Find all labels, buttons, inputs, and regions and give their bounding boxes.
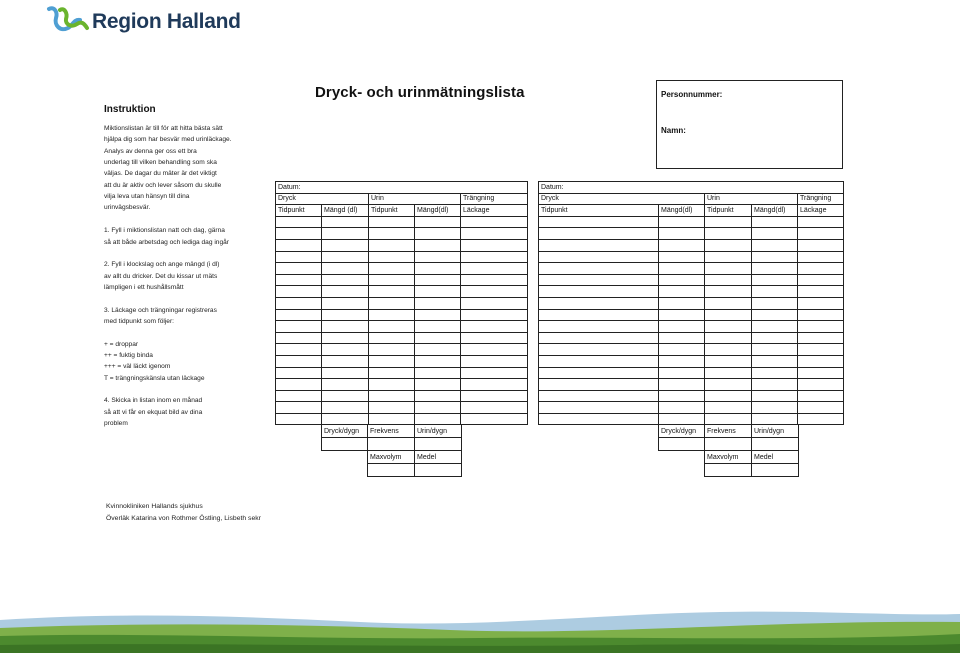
entry-cell[interactable]: [322, 216, 369, 228]
col-header: Mängd(dl): [415, 205, 461, 217]
entry-cell[interactable]: [276, 379, 322, 391]
entry-cell[interactable]: [322, 321, 369, 333]
entry-cell[interactable]: [752, 251, 798, 263]
entry-cell[interactable]: [415, 332, 461, 344]
entry-cell[interactable]: [705, 321, 752, 333]
summary-cell[interactable]: [368, 464, 415, 477]
entry-cell[interactable]: [461, 413, 528, 425]
entry-cell[interactable]: [539, 239, 659, 251]
entry-cell[interactable]: [539, 390, 659, 402]
instruction-line: 1. Fyll i miktionslistan natt och dag, gärna: [104, 227, 225, 235]
entry-cell[interactable]: [369, 274, 415, 286]
instruction-line: med tidpunkt som följer:: [104, 317, 174, 325]
table-row: [276, 309, 528, 321]
summary-label: Urin/dygn: [415, 425, 462, 438]
entry-cell[interactable]: [539, 228, 659, 240]
entry-cell[interactable]: [415, 379, 461, 391]
entry-cell[interactable]: [322, 402, 369, 414]
entry-cell[interactable]: [415, 402, 461, 414]
namn-label: Namn:: [661, 126, 686, 135]
entry-cell[interactable]: [659, 263, 705, 275]
entry-cell[interactable]: [369, 297, 415, 309]
instruction-line: Miktionslistan är till för att hitta bästa sätt: [104, 125, 223, 132]
entry-cell[interactable]: [798, 355, 844, 367]
summary-label: Frekvens: [368, 425, 415, 438]
entry-cell[interactable]: [276, 332, 322, 344]
entry-cell[interactable]: [415, 355, 461, 367]
entry-cell[interactable]: [322, 344, 369, 356]
table-row: [276, 332, 528, 344]
entry-cell[interactable]: [369, 286, 415, 298]
entry-cell[interactable]: [415, 321, 461, 333]
summary-cell[interactable]: [415, 438, 462, 451]
summary-spacer: [322, 464, 368, 477]
table-row: [539, 228, 844, 240]
table-row: [539, 379, 844, 391]
entry-cell[interactable]: [461, 309, 528, 321]
entry-cell[interactable]: [369, 263, 415, 275]
landscape-band-graphic: [0, 598, 960, 653]
col-header: Tidpunkt: [369, 205, 415, 217]
entry-cell[interactable]: [276, 274, 322, 286]
instruction-line: lämpligen i ett hushållsmått: [104, 283, 184, 291]
entry-cell[interactable]: [752, 216, 798, 228]
summary-cell[interactable]: [659, 438, 705, 451]
entry-cell[interactable]: [752, 286, 798, 298]
table-row: [276, 251, 528, 263]
entry-cell[interactable]: [705, 251, 752, 263]
col-header: Läckage: [461, 205, 528, 217]
col-header: Mängd (dl): [322, 205, 369, 217]
entry-cell[interactable]: [415, 286, 461, 298]
entry-cell[interactable]: [369, 332, 415, 344]
entry-cell[interactable]: [322, 286, 369, 298]
table-row: [539, 251, 844, 263]
entry-cell[interactable]: [705, 332, 752, 344]
summary-cell[interactable]: [705, 464, 752, 477]
entry-cell[interactable]: [415, 344, 461, 356]
entry-cell[interactable]: [752, 344, 798, 356]
entry-cell[interactable]: [322, 228, 369, 240]
instruction-line: 3. Läckage och trängningar registreras: [104, 306, 217, 314]
entry-cell[interactable]: [705, 239, 752, 251]
summary-spacer: [322, 451, 368, 464]
summary-spacer: [659, 451, 705, 464]
summary-table-left: [321, 424, 462, 477]
summary-table-right: [658, 424, 799, 477]
summary-spacer: [659, 464, 705, 477]
entry-cell[interactable]: [539, 263, 659, 275]
entry-cell[interactable]: [798, 228, 844, 240]
entry-cell[interactable]: [705, 344, 752, 356]
entry-cell[interactable]: [752, 228, 798, 240]
entry-cell[interactable]: [539, 367, 659, 379]
entry-cell[interactable]: [369, 344, 415, 356]
entry-cell[interactable]: [659, 251, 705, 263]
entry-cell[interactable]: [461, 390, 528, 402]
table-row: [539, 286, 844, 298]
entry-cell[interactable]: [322, 379, 369, 391]
table-row: [276, 379, 528, 391]
instruction-line: så att både arbetsdag och lediga dag ingår: [104, 238, 230, 246]
entry-cell[interactable]: [276, 355, 322, 367]
entry-cell[interactable]: [752, 332, 798, 344]
entry-cell[interactable]: [798, 216, 844, 228]
entry-cell[interactable]: [461, 355, 528, 367]
table-row: [276, 263, 528, 275]
instruction-line: så att vi får en ekquat bild av dina: [104, 408, 203, 416]
entry-cell[interactable]: [276, 228, 322, 240]
entry-cell[interactable]: [705, 286, 752, 298]
entry-cell[interactable]: [705, 274, 752, 286]
entry-cell[interactable]: [322, 251, 369, 263]
entry-cell[interactable]: [369, 355, 415, 367]
entry-cell[interactable]: [369, 309, 415, 321]
entry-cell[interactable]: [322, 332, 369, 344]
entry-cell[interactable]: [752, 367, 798, 379]
entry-cell[interactable]: [322, 390, 369, 402]
entry-cell[interactable]: [659, 309, 705, 321]
group-dryck: Dryck: [276, 193, 369, 205]
entry-cell[interactable]: [369, 321, 415, 333]
entry-cell[interactable]: [798, 309, 844, 321]
summary-cell[interactable]: [415, 464, 462, 477]
entry-cell[interactable]: [322, 367, 369, 379]
entry-cell[interactable]: [752, 390, 798, 402]
entry-cell[interactable]: [752, 355, 798, 367]
datum-label: Datum:: [539, 182, 844, 194]
entry-cell[interactable]: [461, 321, 528, 333]
entry-cell[interactable]: [539, 321, 659, 333]
entry-cell[interactable]: [659, 367, 705, 379]
entry-cell[interactable]: [415, 274, 461, 286]
table-row: [276, 390, 528, 402]
entry-cell[interactable]: [659, 379, 705, 391]
entry-cell[interactable]: [369, 379, 415, 391]
entry-cell[interactable]: [659, 286, 705, 298]
summary-label: Medel: [415, 451, 462, 464]
entry-cell[interactable]: [461, 402, 528, 414]
table-row: [276, 274, 528, 286]
instruction-line: hjälpa dig som har besvär med urinläckage.: [104, 136, 232, 144]
entry-cell[interactable]: [276, 413, 322, 425]
footer-clinic: Kvinnokliniken Hallands sjukhus: [106, 503, 203, 510]
entry-cell[interactable]: [461, 216, 528, 228]
table-row: [276, 216, 528, 228]
instruction-line: av allt du dricker. Det du kissar ut mäts: [104, 272, 218, 280]
entry-cell[interactable]: [461, 274, 528, 286]
summary-cell[interactable]: [368, 438, 415, 451]
entry-cell[interactable]: [539, 297, 659, 309]
entry-cell[interactable]: [705, 379, 752, 391]
entry-cell[interactable]: [752, 297, 798, 309]
entry-cell[interactable]: [276, 344, 322, 356]
instruction-line: problem: [104, 420, 128, 428]
entry-cell[interactable]: [369, 251, 415, 263]
entry-cell[interactable]: [369, 228, 415, 240]
group-urin: Urin: [369, 193, 461, 205]
col-header: Tidpunkt: [539, 205, 659, 217]
entry-cell[interactable]: [659, 274, 705, 286]
entry-cell[interactable]: [659, 297, 705, 309]
entry-cell[interactable]: [415, 263, 461, 275]
entry-cell[interactable]: [659, 239, 705, 251]
entry-cell[interactable]: [461, 228, 528, 240]
entry-cell[interactable]: [798, 239, 844, 251]
table-row: [539, 274, 844, 286]
entry-cell[interactable]: [752, 321, 798, 333]
entry-cell[interactable]: [276, 263, 322, 275]
entry-cell[interactable]: [539, 413, 659, 425]
col-header: Läckage: [798, 205, 844, 217]
entry-cell[interactable]: [798, 274, 844, 286]
table-row: [539, 239, 844, 251]
form-title: Dryck- och urinmätningslista: [315, 84, 525, 101]
entry-cell[interactable]: [705, 263, 752, 275]
entry-cell[interactable]: [705, 297, 752, 309]
patient-id-box: [656, 80, 843, 169]
entry-cell[interactable]: [276, 367, 322, 379]
entry-cell[interactable]: [461, 367, 528, 379]
table-row: [539, 216, 844, 228]
entry-cell[interactable]: [659, 332, 705, 344]
table-row: [539, 367, 844, 379]
entry-cell[interactable]: [461, 379, 528, 391]
table-row: [539, 263, 844, 275]
col-header: Tidpunkt: [276, 205, 322, 217]
entry-cell[interactable]: [415, 390, 461, 402]
col-header: Mängd(dl): [752, 205, 798, 217]
entry-cell[interactable]: [659, 216, 705, 228]
entry-cell[interactable]: [798, 390, 844, 402]
summary-cell[interactable]: [322, 438, 368, 451]
entry-cell[interactable]: [659, 402, 705, 414]
entry-cell[interactable]: [415, 297, 461, 309]
summary-cell[interactable]: [752, 438, 799, 451]
table-row: [276, 286, 528, 298]
group-trangning: Trängning: [798, 193, 844, 205]
table-row: [539, 390, 844, 402]
group-trangning: Trängning: [461, 193, 528, 205]
entry-cell[interactable]: [415, 309, 461, 321]
instructions-heading: Instruktion: [104, 104, 156, 115]
entry-cell[interactable]: [752, 239, 798, 251]
instruction-line: väljas. De dagar du mäter är det viktigt: [104, 170, 217, 178]
instruction-line: 4. Skicka in listan inom en månad: [104, 397, 203, 405]
entry-cell[interactable]: [752, 274, 798, 286]
entry-cell[interactable]: [539, 274, 659, 286]
entry-cell[interactable]: [461, 297, 528, 309]
entry-cell[interactable]: [369, 367, 415, 379]
entry-cell[interactable]: [276, 390, 322, 402]
group-dryck: Dryck: [539, 193, 705, 205]
table-row: [276, 344, 528, 356]
entry-cell[interactable]: [752, 263, 798, 275]
entry-cell[interactable]: [276, 239, 322, 251]
entry-cell[interactable]: [659, 321, 705, 333]
summary-label: Urin/dygn: [752, 425, 799, 438]
logo-text: Region Halland: [92, 10, 241, 33]
entry-cell[interactable]: [276, 286, 322, 298]
entry-cell[interactable]: [659, 355, 705, 367]
entry-cell[interactable]: [798, 297, 844, 309]
entry-cell[interactable]: [752, 309, 798, 321]
entry-cell[interactable]: [276, 321, 322, 333]
table-row: [539, 402, 844, 414]
entry-cell[interactable]: [705, 390, 752, 402]
entry-cell[interactable]: [461, 263, 528, 275]
entry-cell[interactable]: [276, 297, 322, 309]
instruction-line: ++ = fuktig binda: [104, 352, 153, 359]
summary-label: Medel: [752, 451, 799, 464]
entry-cell[interactable]: [798, 332, 844, 344]
entry-cell[interactable]: [539, 379, 659, 391]
summary-cell[interactable]: [752, 464, 799, 477]
entry-cell[interactable]: [705, 355, 752, 367]
table-row: [276, 297, 528, 309]
instruction-line: 2. Fyll i klockslag och ange mängd (i dl): [104, 261, 220, 269]
entry-cell[interactable]: [798, 263, 844, 275]
entry-cell[interactable]: [752, 379, 798, 391]
table-row: [276, 239, 528, 251]
instruction-line: urinvägsbesvär.: [104, 204, 151, 212]
entry-cell[interactable]: [705, 402, 752, 414]
entry-cell[interactable]: [798, 402, 844, 414]
entry-cell[interactable]: [369, 390, 415, 402]
summary-label: Dryck/dygn: [322, 425, 368, 438]
entry-cell[interactable]: [322, 309, 369, 321]
entry-cell[interactable]: [798, 413, 844, 425]
table-row: [539, 309, 844, 321]
entry-cell[interactable]: [798, 321, 844, 333]
entry-cell[interactable]: [415, 239, 461, 251]
table-row: [539, 355, 844, 367]
table-row: [276, 367, 528, 379]
entry-cell[interactable]: [461, 286, 528, 298]
instruction-line: vilja leva utan hänsyn till dina: [104, 193, 190, 201]
instruction-line: underlag till vilken behandling som ska: [104, 159, 217, 167]
entry-cell[interactable]: [659, 344, 705, 356]
instruction-line: att du är aktiv och lever såsom du skulle: [104, 181, 222, 189]
table-row: [539, 321, 844, 333]
entry-cell[interactable]: [539, 355, 659, 367]
instruction-line: T = trängningskänsla utan läckage: [104, 374, 205, 382]
measurement-table-left: [275, 181, 528, 425]
entry-cell[interactable]: [322, 297, 369, 309]
entry-cell[interactable]: [798, 379, 844, 391]
instruction-line: + = droppar: [104, 340, 139, 348]
entry-cell[interactable]: [322, 274, 369, 286]
entry-cell[interactable]: [539, 332, 659, 344]
entry-cell[interactable]: [276, 402, 322, 414]
entry-cell[interactable]: [461, 344, 528, 356]
entry-cell[interactable]: [461, 239, 528, 251]
summary-label: Dryck/dygn: [659, 425, 705, 438]
entry-cell[interactable]: [369, 239, 415, 251]
table-row: [539, 332, 844, 344]
entry-cell[interactable]: [415, 228, 461, 240]
entry-cell[interactable]: [539, 216, 659, 228]
entry-cell[interactable]: [369, 216, 415, 228]
entry-cell[interactable]: [322, 263, 369, 275]
measurement-table-right: [538, 181, 844, 425]
entry-cell[interactable]: [322, 355, 369, 367]
table-row: [276, 228, 528, 240]
entry-cell[interactable]: [415, 367, 461, 379]
entry-cell[interactable]: [461, 332, 528, 344]
entry-cell[interactable]: [539, 286, 659, 298]
entry-cell[interactable]: [798, 367, 844, 379]
entry-cell[interactable]: [276, 309, 322, 321]
instruction-line: +++ = väl läckt igenom: [104, 363, 171, 371]
entry-cell[interactable]: [322, 239, 369, 251]
entry-cell[interactable]: [539, 309, 659, 321]
entry-cell[interactable]: [461, 251, 528, 263]
entry-cell[interactable]: [276, 251, 322, 263]
entry-cell[interactable]: [659, 228, 705, 240]
instruction-line: Analys av denna ger oss ett bra: [104, 147, 197, 155]
entry-cell[interactable]: [539, 402, 659, 414]
entry-cell[interactable]: [539, 344, 659, 356]
entry-cell[interactable]: [539, 251, 659, 263]
summary-cell[interactable]: [705, 438, 752, 451]
table-row: [276, 321, 528, 333]
entry-cell[interactable]: [705, 309, 752, 321]
entry-cell[interactable]: [369, 402, 415, 414]
summary-label: Maxvolym: [705, 451, 752, 464]
summary-label: Frekvens: [705, 425, 752, 438]
table-row: [276, 402, 528, 414]
table-row: [276, 355, 528, 367]
entry-cell[interactable]: [798, 251, 844, 263]
table-row: [539, 344, 844, 356]
col-header: Mängd(dl): [659, 205, 705, 217]
entry-cell[interactable]: [705, 216, 752, 228]
entry-cell[interactable]: [705, 228, 752, 240]
datum-label: Datum:: [276, 182, 528, 194]
entry-cell[interactable]: [659, 390, 705, 402]
entry-cell[interactable]: [798, 286, 844, 298]
entry-cell[interactable]: [798, 344, 844, 356]
entry-cell[interactable]: [705, 367, 752, 379]
entry-cell[interactable]: [276, 216, 322, 228]
entry-cell[interactable]: [415, 216, 461, 228]
col-header: Tidpunkt: [705, 205, 752, 217]
personnummer-label: Personnummer:: [661, 90, 723, 99]
group-urin: Urin: [705, 193, 798, 205]
summary-label: Maxvolym: [368, 451, 415, 464]
entry-cell[interactable]: [752, 402, 798, 414]
entry-cell[interactable]: [415, 251, 461, 263]
footer-author: Överläk Katarina von Rothmer Östling, Lisbeth sekr: [106, 515, 261, 522]
table-row: [539, 297, 844, 309]
